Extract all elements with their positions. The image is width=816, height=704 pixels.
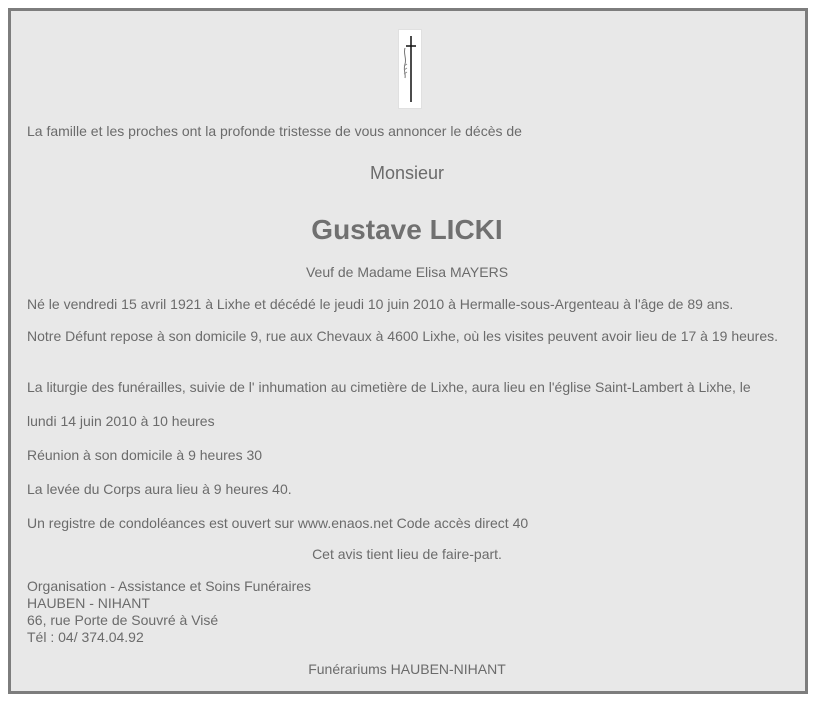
cross-icon: [398, 29, 422, 109]
widow-line: Veuf de Madame Elisa MAYERS: [305, 264, 509, 280]
funeral-home-name: HAUBEN - NIHANT: [27, 595, 150, 611]
levee-text: La levée du Corps aura lieu à 9 heures 40.: [27, 481, 292, 497]
condolence-registry-text: Un registre de condoléances est ouvert sur www.enaos.net Code accès direct 40: [27, 515, 529, 531]
obituary-card: [8, 8, 808, 694]
rest-place-text: Notre Défunt repose à son domicile 9, rue aux Chevaux à 4600 Lixhe, où les visites peuvent avoir lieu de 17 à 19 heures.: [27, 328, 779, 344]
funeral-date: lundi 14 juin 2010 à 10 heures: [27, 413, 215, 429]
deceased-name: Gustave LICKI: [311, 214, 503, 245]
footer-text: Funérariums HAUBEN-NIHANT: [308, 661, 506, 677]
funeral-home-address: 66, rue Porte de Souvré à Visé: [27, 612, 219, 628]
organisation-block: [27, 578, 787, 646]
reunion-text: Réunion à son domicile à 9 heures 30: [27, 447, 263, 463]
notice-text: Cet avis tient lieu de faire-part.: [312, 546, 502, 562]
civility: Monsieur: [369, 163, 445, 183]
liturgy-text: La liturgie des funérailles, suivie de l' inhumation au cimetière de Lixhe, aura lieu en l'église Saint-Lambert à Lixhe, le: [27, 379, 751, 395]
intro-text: La famille et les proches ont la profonde tristesse de vous annoncer le décès de: [27, 123, 522, 139]
funeral-home-phone: Tél : 04/ 374.04.92: [27, 629, 144, 645]
organisation-line: Organisation - Assistance et Soins Funéraires: [27, 578, 312, 594]
birth-death-text: Né le vendredi 15 avril 1921 à Lixhe et décédé le jeudi 10 juin 2010 à Hermalle-sous-Argenteau à l'âge de 89 ans.: [27, 296, 734, 312]
